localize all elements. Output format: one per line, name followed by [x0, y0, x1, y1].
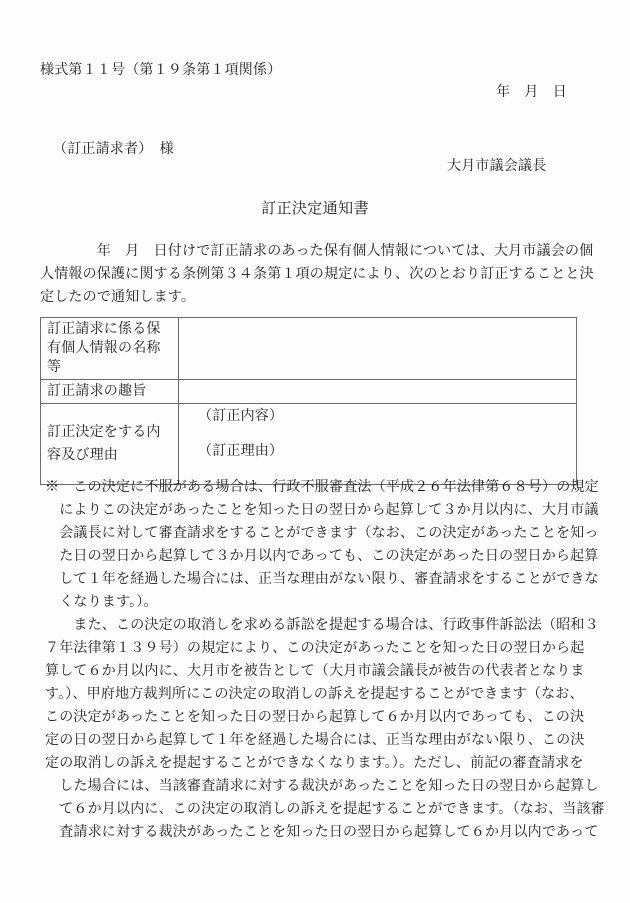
decision-table	[40, 317, 577, 485]
correction-reason-label: （訂正理由）	[198, 444, 284, 459]
notes-line: この決定があったことを知った日の翌日から起算して６か月以内であっても、この決	[45, 710, 585, 725]
table-row	[41, 404, 577, 485]
notes-line: ７年法律第１３９号）の規定により、この決定があったことを知った日の翌日から起	[45, 641, 585, 656]
addressee-line: （訂正請求者） 様	[53, 142, 174, 157]
row-label-information-name: 訂正請求に係る保有個人情報の名称等	[41, 318, 179, 380]
notes-section	[45, 476, 605, 844]
date-line: 年 月 日	[496, 85, 567, 100]
row-label-decision-content: 訂正決定をする内容及び理由	[41, 404, 179, 485]
sender-title: 大月市議会議長	[447, 159, 547, 174]
body-line: 人情報の保護に関する条例第３４条第１項の規定により、次のとおり訂正することと決	[40, 267, 594, 282]
body-line: 年 月 日付けで訂正請求のあった保有個人情報については、大月市議会の個	[40, 244, 594, 259]
notes-line: た日の翌日から起算して３か月以内であっても、この決定があった日の翌日から起算	[45, 549, 599, 564]
notes-line: によりこの決定があったことを知った日の翌日から起算して３か月以内に、大月市議	[45, 503, 599, 518]
notes-line: して１年を経過した場合には、正当な理由がない限り、審査請求をすることができな	[45, 572, 599, 587]
notes-line: ※ この決定に不服がある場合は、行政不服審査法（平成２６年法律第６８号）の規定	[45, 480, 599, 495]
correction-content-label: （訂正内容）	[198, 409, 284, 424]
notes-line: 会議長に対して審査請求をすることができます（なお、この決定があったことを知っ	[45, 526, 599, 541]
notes-line: また、この決定の取消しを求める訴訟を提起する場合は、行政事件訴訟法（昭和３	[45, 618, 599, 633]
notes-line: 定の日の翌日から起算して１年を経過した場合には、正当な理由がない限り、この決	[45, 733, 585, 748]
body-line: 定したので通知します。	[40, 290, 196, 305]
notes-line: す。）、甲府地方裁判所にこの決定の取消しの訴えを提起することができます（なお、	[45, 687, 584, 702]
notes-line: した場合には、当該審査請求に対する裁決があったことを知った日の翌日から起算し	[45, 779, 599, 794]
notes-line: くなります。）。	[45, 595, 158, 610]
form-number: 様式第１１号（第１９条第１項関係）	[40, 63, 282, 78]
notes-line: 査請求に対する裁決があったことを知った日の翌日から起算して６か月以内であって	[45, 825, 599, 840]
row-label-request-purpose: 訂正請求の趣旨	[41, 380, 179, 404]
body-paragraph	[40, 240, 594, 309]
table-row	[41, 380, 577, 404]
notes-line: て６か月以内に、この決定の取消しの訴えを提起することができます。（なお、当該審	[45, 802, 605, 817]
table-row	[41, 318, 577, 380]
row-value-decision-content	[179, 404, 577, 485]
row-value-request-purpose	[179, 380, 577, 404]
row-value-information-name	[179, 318, 577, 380]
notes-line: 算して６か月以内に、大月市を被告として（大月市議会議長が被告の代表者となりま	[45, 664, 585, 679]
document-title: 訂正決定通知書	[261, 201, 369, 217]
notes-line: 定の取消しの訴えを提起することができなくなります。）。ただし、前記の審査請求を	[45, 756, 584, 771]
